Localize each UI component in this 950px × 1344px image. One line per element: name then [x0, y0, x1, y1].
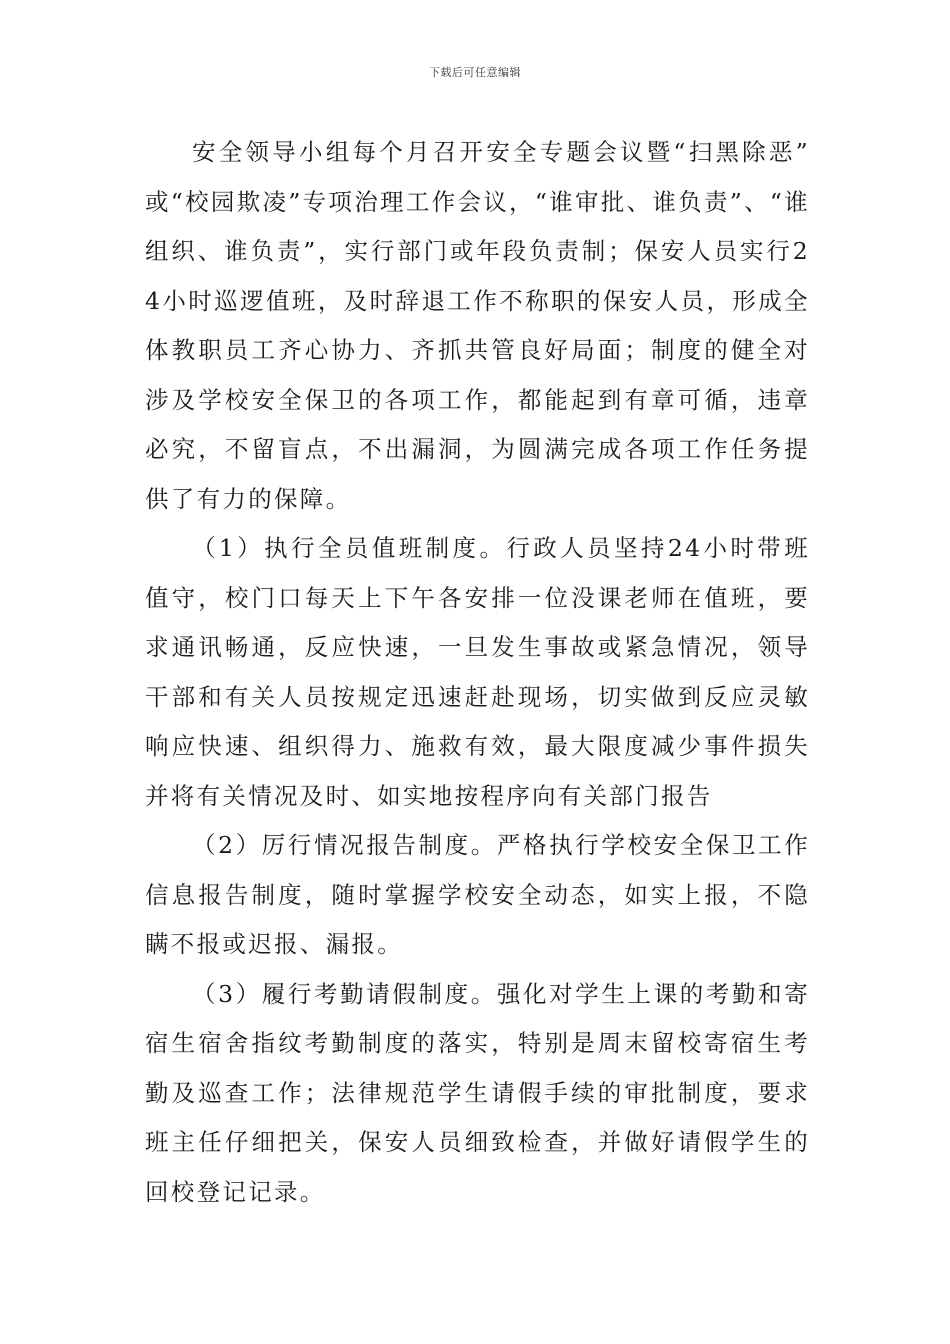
paragraph-attendance-system: （3）履行考勤请假制度。强化对学生上课的考勤和寄宿生宿舍指纹考勤制度的落实，特别是周末留校寄宿生考勤及巡查工作；法律规范学生请假手续的审批制度，要求班主任仔细把关，保安人员细致检查，并做好请假学生的回校登记记录。	[145, 979, 810, 1206]
paragraph-intro: 安全领导小组每个月召开安全专题会议暨“扫黑除恶”或“校园欺凌”专项治理工作会议，“谁审批、谁负责”、“谁组织、谁负责”，实行部门或年段负责制；保安人员实行24小时巡逻值班，及时辞退工作不称职的保安人员，形成全体教职员工齐心协力、齐抓共管良好局面；制度的健全对涉及学校安全保卫的各项工作，都能起到有章可循，违章必究，不留盲点，不出漏洞，为圆满完成各项工作任务提供了有力的保障。	[145, 138, 810, 513]
document-body	[145, 128, 810, 1217]
header-note: 下载后可任意编辑	[429, 66, 521, 79]
paragraph-report-system: （2）厉行情况报告制度。严格执行学校安全保卫工作信息报告制度，随时掌握学校安全动态，如实上报，不隐瞒不报或迟报、漏报。	[145, 831, 810, 958]
paragraph-duty-system: （1）执行全员值班制度。行政人员坚持24小时带班值守，校门口每天上下午各安排一位没课老师在值班，要求通讯畅通，反应快速，一旦发生事故或紧急情况，领导干部和有关人员按规定迅速赶赴现场，切实做到反应灵敏响应快速、组织得力、施救有效，最大限度减少事件损失并将有关情况及时、如实地按程序向有关部门报告	[145, 534, 810, 810]
